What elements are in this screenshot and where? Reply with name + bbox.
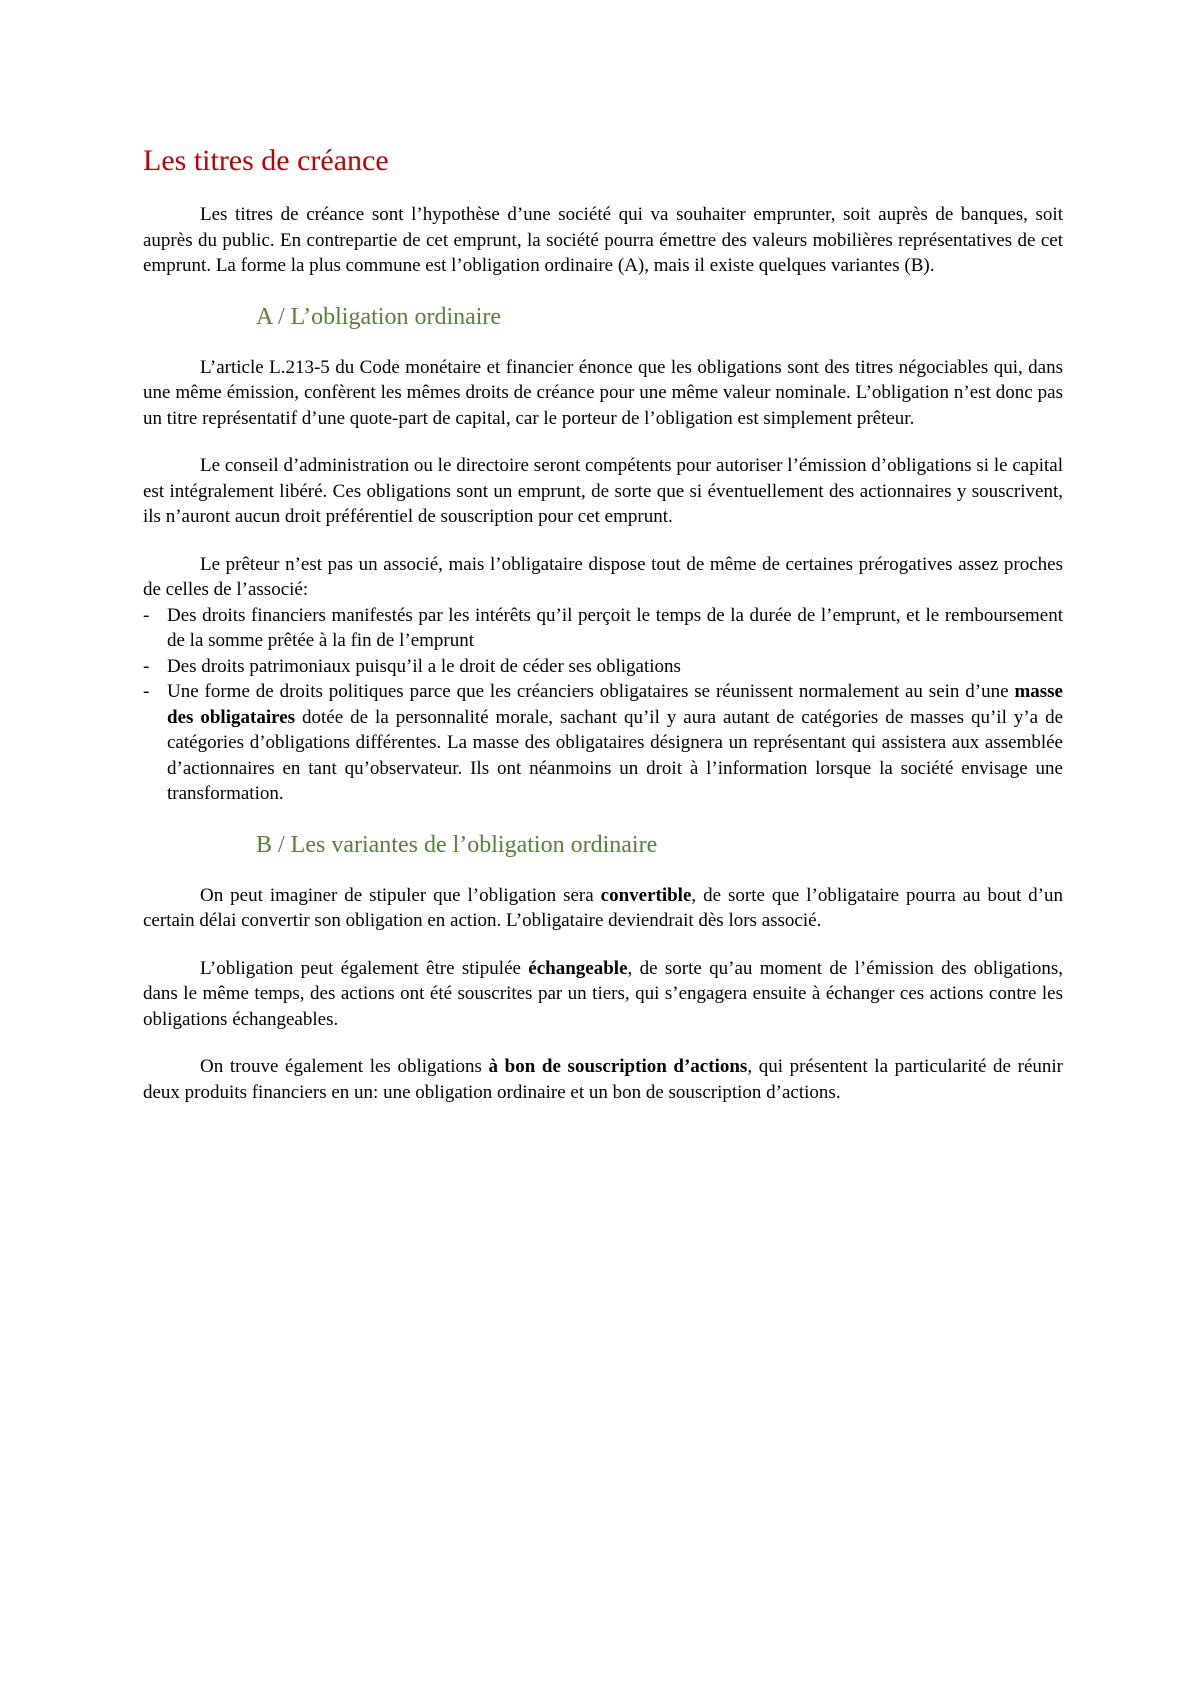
list-item-text: Des droits patrimoniaux puisqu’il a le droit de céder ses obligations xyxy=(167,655,681,677)
list-item xyxy=(143,603,1063,654)
section-a-paragraph-1: L’article L.213-5 du Code monétaire et financier énonce que les obligations sont des titres négociables qui, dans une même émission, confèrent les mêmes droits de créance pour une même valeur nominale. L’obligation n’est donc pas un titre représentatif d’une quote-part de capital, car le porteur de l’obligation est simplement prêteur. xyxy=(143,356,1063,429)
paragraph-text-start: On trouve également les obligations xyxy=(200,1056,489,1077)
intro-paragraph: Les titres de créance sont l’hypothèse d’une société qui va souhaiter emprunter, soit auprès de banques, soit auprès du public. En contrepartie de cet emprunt, la société pourra émettre des valeurs mobilières représentatives de cet emprunt. La forme la plus commune est l’obligation ordinaire (A), mais il existe quelques variantes (B). xyxy=(143,204,1063,276)
list-dash: - xyxy=(143,604,150,626)
section-b-paragraph-3 xyxy=(143,1054,1063,1105)
section-a-paragraph-3: Le prêteur n’est pas un associé, mais l’obligataire dispose tout de même de certaines prérogatives assez proches de celles de l’associé: xyxy=(143,553,1063,600)
list-item xyxy=(143,654,1063,680)
list-item-text: Des droits financiers manifestés par les intérêts qu’il perçoit le temps de la durée de l’emprunt, et le remboursement de la somme prêtée à la fin de l’emprunt xyxy=(167,604,1063,651)
paragraph-text-end: , qui présentent la particularité de réunir deux produits financiers en un: une obligation ordinaire et un bon de souscription d’actions. xyxy=(143,1056,1063,1103)
prerogatives-list xyxy=(143,603,1063,807)
bold-term-convertible: convertible xyxy=(600,884,692,906)
section-b-paragraph-1 xyxy=(143,883,1063,934)
paragraph-text-start: L’obligation peut également être stipulée xyxy=(200,957,529,979)
bold-term-echangeable: échangeable xyxy=(528,957,628,979)
section-b-heading: B / Les variantes de l’obligation ordinaire xyxy=(256,831,658,858)
paragraph-text-start: On peut imaginer de stipuler que l’obligation sera xyxy=(200,884,601,906)
list-dash: - xyxy=(143,681,150,702)
document-page xyxy=(143,142,1063,1127)
bold-term-bon-de-souscription: à bon de souscription d’actions xyxy=(488,1056,748,1077)
list-item-text-start: Une forme de droits politiques parce que les créanciers obligataires se réunissent normalement au sein d’une xyxy=(167,681,1015,702)
bold-term-masse-des-obligataires: masse des obligataires xyxy=(167,681,1063,728)
section-a-heading: A / L’obligation ordinaire xyxy=(256,303,502,330)
section-b-paragraph-2 xyxy=(143,956,1063,1033)
paragraph-text-end: , de sorte qu’au moment de l’émission des obligations, dans le même temps, des actions ont été souscrites par un tiers, qui s’engagera ensuite à échanger ces actions contre les obligations échangeables. xyxy=(143,957,1063,1030)
list-item xyxy=(143,679,1063,807)
paragraph-text-end: , de sorte que l’obligataire pourra au bout d’un certain délai convertir son obligation en action. L’obligataire deviendrait dès lors associé. xyxy=(143,884,1063,931)
section-a-paragraph-2: Le conseil d’administration ou le directoire seront compétents pour autoriser l’émission d’obligations si le capital est intégralement libéré. Ces obligations sont un emprunt, de sorte que si éventuellement des actionnaires y souscrivent, ils n’auront aucun droit préférentiel de souscription pour cet emprunt. xyxy=(143,455,1063,527)
document-title: Les titres de créance xyxy=(143,144,389,177)
list-item-text-end: dotée de la personnalité morale, sachant qu’il y aura autant de catégories de masses qu’il y’a de catégories d’obligations différentes. La masse des obligataires désignera un représentant qui assistera aux assemblée d’actionnaires en tant qu’observateur. Ils ont néanmoins un droit à l’information lorsque la société envisage une transformation. xyxy=(167,706,1064,804)
list-dash: - xyxy=(143,655,150,677)
